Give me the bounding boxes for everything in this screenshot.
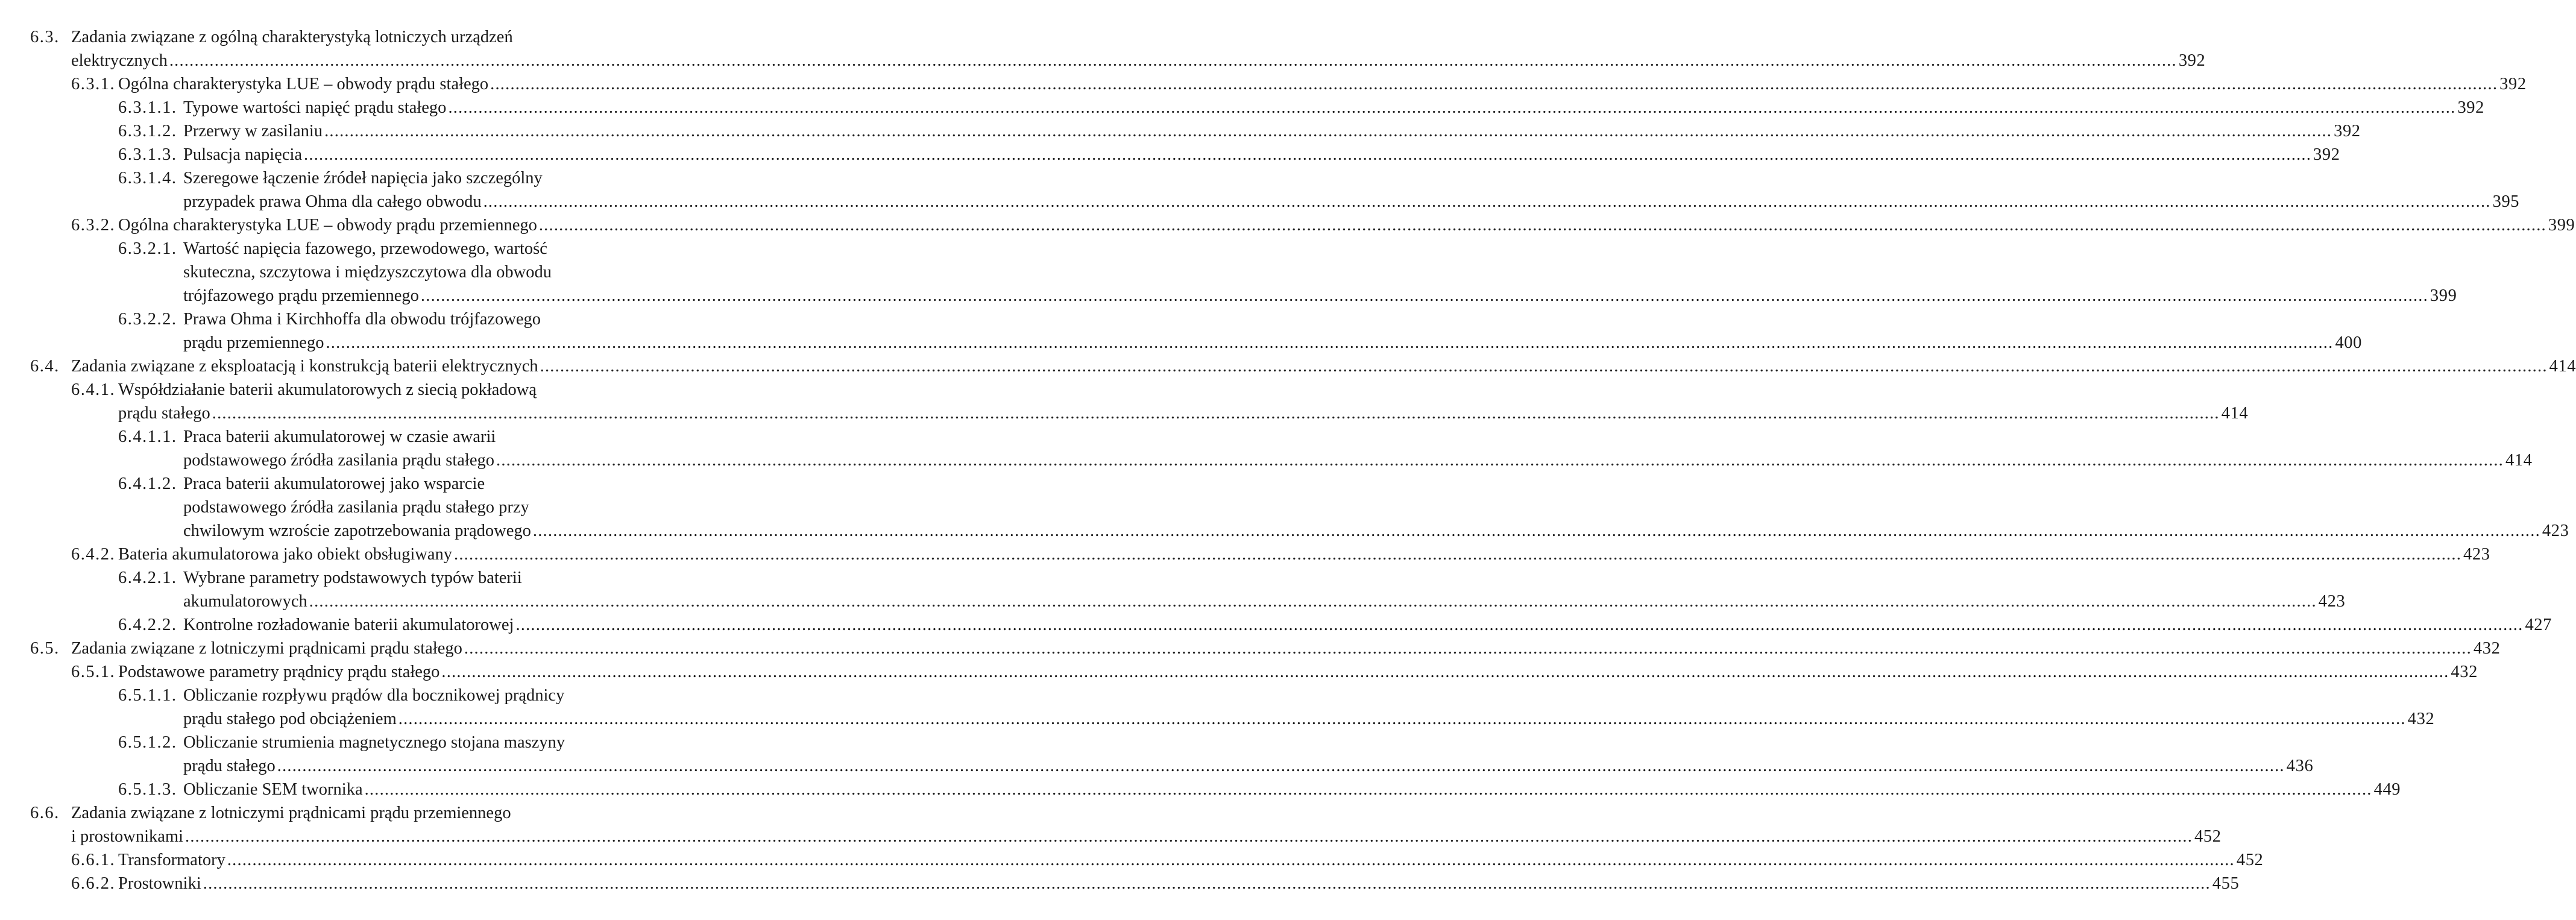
toc-title: i prostownikami — [71, 827, 184, 846]
toc-line — [0, 49, 2206, 72]
toc-entry — [0, 119, 2361, 143]
toc-title: Prostowniki — [118, 874, 201, 893]
toc-title: Ogólna charakterystyka LUE – obwody prądu przemiennego — [118, 216, 537, 235]
toc-line — [0, 449, 2533, 472]
toc-title: Wartość napięcia fazowego, przewodowego, wartość — [183, 239, 547, 258]
dot-leader: ................................................................................................................................................................................................................................................................................................................................................................................................................ — [483, 192, 2491, 211]
toc-line — [0, 637, 2501, 660]
dot-leader: ................................................................................................................................................................................................................................................................................................................................................................................................................ — [169, 51, 2177, 70]
toc-entry — [0, 848, 2264, 872]
toc-entry — [0, 684, 2435, 731]
dot-leader: ................................................................................................................................................................................................................................................................................................................................................................................................................ — [203, 874, 2211, 893]
page-number: 400 — [2335, 333, 2363, 352]
page-number: 392 — [2499, 75, 2527, 93]
toc-title: Zadania związane z eksploatacją i konstrukcją baterii elektrycznych — [71, 357, 538, 376]
toc-entry — [0, 660, 2478, 684]
toc-line — [0, 872, 2240, 895]
page-number: 392 — [2457, 98, 2484, 117]
page-number: 455 — [2212, 874, 2240, 893]
toc-line — [0, 119, 2361, 143]
dot-leader: ................................................................................................................................................................................................................................................................................................................................................................................................................ — [277, 757, 2285, 775]
toc-title: Prawa Ohma i Kirchhoffa dla obwodu trójfazowego — [183, 310, 541, 329]
toc-number: 6.3.2. — [71, 216, 116, 235]
toc-entry — [0, 237, 2457, 307]
page-number: 392 — [2178, 51, 2206, 70]
page-number: 395 — [2492, 192, 2520, 211]
toc-title: skuteczna, szczytowa i międzyszczytowa dla obwodu — [183, 263, 552, 282]
dot-leader: ................................................................................................................................................................................................................................................................................................................................................................................................................ — [441, 663, 2449, 681]
toc-title: prądu stałego — [118, 404, 210, 423]
toc-title: prądu przemiennego — [183, 333, 324, 352]
toc-number: 6.3.1.4. — [118, 169, 177, 187]
toc-entry — [0, 778, 2401, 801]
toc-title: przypadek prawa Ohma dla całego obwodu — [183, 192, 482, 211]
toc-title: Podstawowe parametry prądnicy prądu stałego — [118, 663, 440, 681]
toc-title: Typowe wartości napięć prądu stałego — [183, 98, 447, 117]
toc-title: elektrycznych — [71, 51, 168, 70]
toc-line — [0, 590, 2346, 613]
page-number: 392 — [2313, 145, 2340, 164]
toc-number: 6.5.1.1. — [118, 686, 177, 705]
toc-number: 6.6.2. — [71, 874, 116, 893]
page-number: 414 — [2221, 404, 2249, 423]
page-number: 432 — [2473, 639, 2501, 658]
toc-line — [0, 25, 635, 49]
toc-title: Obliczanie SEM twornika — [183, 780, 363, 799]
toc-line — [0, 237, 635, 260]
toc-title: Bateria akumulatorowa jako obiekt obsługiwany — [118, 545, 453, 564]
toc-line — [0, 684, 635, 707]
dot-leader: ................................................................................................................................................................................................................................................................................................................................................................................................................ — [496, 451, 2504, 470]
page-number: 432 — [2451, 663, 2478, 681]
toc-title: Zadania związane z lotniczymi prądnicami prądu stałego — [71, 639, 462, 658]
toc-number: 6.5. — [30, 639, 60, 658]
toc-line — [0, 307, 635, 331]
page-number: 449 — [2373, 780, 2401, 799]
toc-entry — [0, 72, 2527, 96]
toc-title: Pulsacja napięcia — [183, 145, 303, 164]
toc-line — [0, 825, 2222, 848]
dot-leader: ................................................................................................................................................................................................................................................................................................................................................................................................................ — [448, 98, 2456, 117]
dot-leader: ................................................................................................................................................................................................................................................................................................................................................................................................................ — [212, 404, 2220, 423]
toc-line — [0, 425, 635, 449]
toc-title: Zadania związane z lotniczymi prądnicami prądu przemiennego — [71, 804, 511, 822]
toc-entry — [0, 96, 2484, 119]
page-number: 423 — [2463, 545, 2490, 564]
toc-line — [0, 660, 2478, 684]
toc-line — [0, 707, 2435, 731]
toc-title: trójfazowego prądu przemiennego — [183, 286, 419, 305]
toc-number: 6.3.1.1. — [118, 98, 177, 117]
toc-line — [0, 731, 635, 754]
page-number: 427 — [2525, 616, 2552, 634]
toc-number: 6.5.1.3. — [118, 780, 177, 799]
toc-line — [0, 354, 2576, 378]
toc-entry — [0, 543, 2490, 566]
page-number: 423 — [2542, 521, 2569, 540]
toc-number: 6.3. — [30, 28, 60, 46]
toc-line — [0, 166, 635, 190]
toc-number: 6.4.2.2. — [118, 616, 177, 634]
toc-entry — [0, 872, 2240, 895]
table-of-contents — [0, 25, 2576, 895]
dot-leader: ................................................................................................................................................................................................................................................................................................................................................................................................................ — [364, 780, 2372, 799]
page-number: 392 — [2334, 122, 2361, 140]
toc-title: chwilowym wzroście zapotrzebowania prądowego — [183, 521, 531, 540]
dot-leader: ................................................................................................................................................................................................................................................................................................................................................................................................................ — [309, 592, 2317, 611]
toc-entry — [0, 566, 2346, 613]
toc-title: Zadania związane z ogólną charakterystyką lotniczych urządzeń — [71, 28, 513, 46]
toc-number: 6.4. — [30, 357, 60, 376]
toc-number: 6.5.1.2. — [118, 733, 177, 752]
dot-leader: ................................................................................................................................................................................................................................................................................................................................................................................................................ — [326, 333, 2334, 352]
toc-number: 6.3.2.1. — [118, 239, 177, 258]
toc-line — [0, 190, 2520, 213]
toc-number: 6.3.1.2. — [118, 122, 177, 140]
toc-entry — [0, 613, 2552, 637]
dot-leader: ................................................................................................................................................................................................................................................................................................................................................................................................................ — [454, 545, 2462, 564]
toc-number: 6.6. — [30, 804, 60, 822]
toc-line — [0, 543, 2490, 566]
toc-entry — [0, 425, 2533, 472]
page-number: 414 — [2549, 357, 2576, 376]
toc-number: 6.5.1. — [71, 663, 116, 681]
toc-line — [0, 378, 635, 402]
dot-leader: ................................................................................................................................................................................................................................................................................................................................................................................................................ — [515, 616, 2524, 634]
dot-leader: ................................................................................................................................................................................................................................................................................................................................................................................................................ — [540, 357, 2548, 376]
dot-leader: ................................................................................................................................................................................................................................................................................................................................................................................................................ — [538, 216, 2546, 235]
dot-leader: ................................................................................................................................................................................................................................................................................................................................................................................................................ — [304, 145, 2312, 164]
toc-line — [0, 519, 2569, 543]
toc-title: podstawowego źródła zasilania prądu stałego — [183, 451, 494, 470]
toc-title: Wybrane parametry podstawowych typów baterii — [183, 569, 522, 587]
toc-entry — [0, 213, 2575, 237]
toc-line — [0, 72, 2527, 96]
toc-line — [0, 472, 635, 496]
toc-line — [0, 754, 2314, 778]
toc-line — [0, 613, 2552, 637]
toc-title: Ogólna charakterystyka LUE – obwody prądu stałego — [118, 75, 489, 93]
toc-line — [0, 143, 2340, 166]
dot-leader: ................................................................................................................................................................................................................................................................................................................................................................................................................ — [185, 827, 2193, 846]
dot-leader: ................................................................................................................................................................................................................................................................................................................................................................................................................ — [324, 122, 2332, 140]
toc-number: 6.3.1. — [71, 75, 116, 93]
toc-entry — [0, 166, 2520, 213]
page-number: 432 — [2407, 710, 2435, 728]
toc-line — [0, 496, 635, 519]
toc-entry — [0, 472, 2569, 543]
toc-number: 6.4.1.2. — [118, 474, 177, 493]
toc-line — [0, 213, 2575, 237]
toc-title: prądu stałego pod obciążeniem — [183, 710, 397, 728]
toc-entry — [0, 307, 2363, 354]
toc-entry — [0, 354, 2576, 378]
toc-number: 6.4.1. — [71, 380, 116, 399]
toc-entry — [0, 801, 2222, 848]
toc-title: Współdziałanie baterii akumulatorowych z siecią pokładową — [118, 380, 537, 399]
toc-line — [0, 402, 2249, 425]
page-number: 452 — [2236, 851, 2264, 869]
page-number: 399 — [2548, 216, 2575, 235]
toc-line — [0, 801, 635, 825]
toc-number: 6.4.1.1. — [118, 427, 177, 446]
toc-line — [0, 260, 635, 284]
toc-line — [0, 96, 2484, 119]
toc-title: Obliczanie rozpływu prądów dla bocznikowej prądnicy — [183, 686, 565, 705]
toc-entry — [0, 637, 2501, 660]
toc-line — [0, 566, 635, 590]
toc-number: 6.4.2.1. — [118, 569, 177, 587]
dot-leader: ................................................................................................................................................................................................................................................................................................................................................................................................................ — [227, 851, 2235, 869]
toc-title: Przerwy w zasilaniu — [183, 122, 323, 140]
toc-number: 6.3.2.2. — [118, 310, 177, 329]
dot-leader: ................................................................................................................................................................................................................................................................................................................................................................................................................ — [420, 286, 2428, 305]
toc-title: Szeregowe łączenie źródeł napięcia jako szczególny — [183, 169, 543, 187]
toc-line — [0, 778, 2401, 801]
toc-title: Obliczanie strumienia magnetycznego stojana maszyny — [183, 733, 565, 752]
toc-entry — [0, 378, 2249, 425]
toc-title: Praca baterii akumulatorowej jako wsparcie — [183, 474, 485, 493]
page-number: 423 — [2318, 592, 2346, 611]
toc-entry — [0, 25, 2206, 72]
toc-title: podstawowego źródła zasilania prądu stałego przy — [183, 498, 529, 517]
page-number: 436 — [2286, 757, 2314, 775]
toc-line — [0, 284, 2457, 307]
toc-number: 6.4.2. — [71, 545, 116, 564]
toc-title: prądu stałego — [183, 757, 276, 775]
toc-line — [0, 848, 2264, 872]
dot-leader: ................................................................................................................................................................................................................................................................................................................................................................................................................ — [490, 75, 2498, 93]
page-number: 399 — [2430, 286, 2457, 305]
toc-number: 6.3.1.3. — [118, 145, 177, 164]
toc-entry — [0, 731, 2314, 778]
dot-leader: ................................................................................................................................................................................................................................................................................................................................................................................................................ — [398, 710, 2406, 728]
dot-leader: ................................................................................................................................................................................................................................................................................................................................................................................................................ — [464, 639, 2472, 658]
page-number: 452 — [2194, 827, 2222, 846]
page-number: 414 — [2505, 451, 2533, 470]
dot-leader: ................................................................................................................................................................................................................................................................................................................................................................................................................ — [532, 521, 2540, 540]
toc-title: akumulatorowych — [183, 592, 307, 611]
toc-entry — [0, 143, 2340, 166]
toc-title: Praca baterii akumulatorowej w czasie awarii — [183, 427, 496, 446]
toc-title: Kontrolne rozładowanie baterii akumulatorowej — [183, 616, 514, 634]
toc-number: 6.6.1. — [71, 851, 116, 869]
toc-title: Transformatory — [118, 851, 225, 869]
toc-line — [0, 331, 2363, 354]
